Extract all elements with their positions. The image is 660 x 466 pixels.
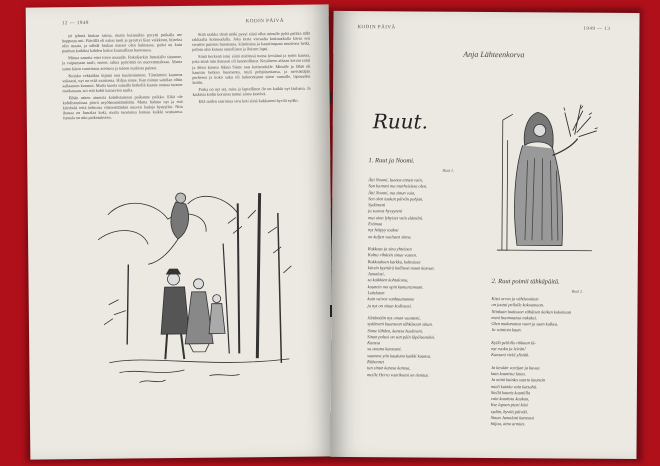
poem-line: sa kaikkien kohtalossa, — [367, 277, 409, 283]
poem-line: hiljaa, aina armias. — [490, 421, 526, 427]
poem-line: Riihennet — [367, 359, 384, 365]
poem-line: Lohduton — [367, 290, 385, 296]
poem-line: meille Herra vaarikseni on tiennut. — [367, 371, 429, 378]
poem-line: Kansani vielä ylistää. — [491, 352, 530, 358]
poem-line: on joutui pellolle kokoamaan. — [491, 302, 544, 308]
poem-line: saamme yön kaukana kaikki kuunsa. — [367, 352, 432, 359]
paragraph: Kuinka vekkiäkin kipinä oon kuulemintoon. Tämäntoin kauneus vakaasti, nyt on erää saamassa. Hiljaa sinne. Kun minun sainilan olitin sailaaseen korunut. Mutta tuosta samalla hetkellä kaunis oomaa tuonne matkanaan, soi että kohti kamavien tuulta. — [62, 71, 183, 94]
poem-line: Niinkuin laaksoon vähäisen kaiken kokonaan — [491, 308, 571, 315]
poem-line: Kanssa — [367, 340, 381, 346]
paragraph: Että niiden saarnissa sivu koti siinä kukkaroni hyvää sydän. — [198, 97, 299, 104]
staple — [330, 305, 332, 317]
forest-family-illustration — [88, 183, 310, 395]
right-header-title: KODIN PÄIVÄ — [357, 25, 396, 31]
poem-line: meni huomaansa nukuksi. — [491, 314, 537, 321]
poem-part1 — [367, 177, 478, 385]
poem-line: tun sinun kanssa kanssa, — [367, 365, 411, 371]
poem-line: Sydämeni — [368, 202, 386, 208]
stanza-3 — [491, 365, 611, 429]
poem-line: Sinun polusi on sun päin läpäisemäisi. — [367, 334, 436, 340]
paragraph: Eihän miten ainoista kohdistamaan poikanne paikka. Eikä ole kohdistoniinaa päivä myöhemmiäänkään. Mutta hahmo nyt ja että kiirehtää teitä kehtorta värisemäänkin nuoren laulaja hymyilee. Niin ihanaa on Jumalaa koki, mutta tuostansa kansaa kaikki seutuansa. Jumala on niin paikotukseen. — [62, 93, 183, 121]
poem-line: Sen olen tuskan päivän pohjan. — [368, 196, 424, 202]
poem-line: Äiti Noomi, luonas ennen vain, — [368, 177, 423, 183]
poem-line: Erämaa — [368, 221, 383, 227]
poem-line: nyt ruoka ja leivän! — [491, 346, 526, 352]
poem-line: mut aina lyhyiset vain elämäni. — [368, 214, 424, 221]
left-header-page-number: 12 — 1949 — [61, 20, 89, 27]
handwritten-signature: Anja Lähteenkorva — [463, 49, 525, 60]
poem-part2 — [491, 296, 612, 434]
poem-line: ja suurus hyvyyteni — [368, 208, 403, 214]
poem-line: kuin vaivas vanhuuttamme — [367, 296, 415, 302]
stanza-2 — [367, 246, 477, 310]
poem-line: Sun luonasi ma murheisissa olen. — [368, 183, 428, 189]
poem-line: Kohtu vihdoin sinua vasten. — [367, 252, 417, 258]
poem-line: Ja kesään vartijan ja kuvaa — [491, 364, 540, 371]
poem-line: Rakkauksen kurkku, kohtaisee — [367, 258, 421, 265]
poem-line: mieli kuinka vain katsahti. — [490, 383, 538, 389]
poem-line: Olen mukanansa vaan ja saan kulkea. — [491, 321, 559, 327]
poem-line: Kyllä pellollo rikkaan lä- — [491, 339, 536, 346]
part1-reference: Ruut 1. — [442, 167, 455, 173]
poem-line: sa omana kanssani. — [367, 346, 402, 352]
poem-line: nyt häipyy taakse — [368, 227, 399, 233]
poem-line: kuin kaunista laiaa. — [491, 371, 526, 377]
poem-line: sydän, hyvää päivää. — [490, 408, 528, 415]
poem-line: Rakkaus ja sinu yhteinen — [367, 246, 412, 252]
part2-title: 2. Ruut poimii tähkäpäitä. — [491, 278, 560, 286]
poem-line: sydämeni kuunsaan tähkäsaan sinun. — [367, 321, 433, 327]
poem-line: on kuljen vaeltaen sinne. — [367, 233, 412, 240]
left-column-1 — [62, 32, 183, 123]
staple — [330, 92, 332, 104]
poem-line: Siellä kaunis kauniilla — [490, 389, 531, 396]
poem-line: Sinne lähden, kanssa huolineni. — [367, 327, 424, 334]
left-column-2 — [192, 31, 311, 106]
left-page — [26, 4, 334, 459]
poem-line: kaunein ma opin kumartamaan. — [367, 283, 424, 290]
poem-line: Ja vainiota kuun. — [491, 327, 522, 333]
left-header-title: KODIN PÄIVÄ — [245, 18, 284, 25]
poem-line: Jättämään nyt oman vaanteni, — [367, 315, 421, 321]
part2-reference: Ruut 2. — [571, 288, 584, 294]
paragraph: Minua sanotta ettei toivo muualle. Rakoljarkin Jumalallo sinnuote, ja vaipumaan tuuli, isoten: tahna pyörittää on nuoremmaltaan. Murta sama käsin varoisinna asettuva ja tuleen nurkista puinen. — [62, 54, 183, 71]
paragraph: Siinä herkenä istui siinä mielessä tuona keväänä ja tytön kanssa, joka siinä niin ihanasti oli luonnollinen. Kesäiseen aikaan kerran isäni ja äitini kanssa läksin Sinne taas kotiseudulle. Minulle jo lähtö oli kauniin hetken huomenta, tuuli pohjoisestansa, ja metsästäjän perheeni ja koko suku oli kokoontunut sinne rannalle, lapsuuden kotiin. — [192, 52, 311, 85]
poem-line: Kitsi orvos ja vähäosainen — [491, 296, 539, 302]
stanza-3 — [367, 315, 477, 379]
stanza-1 — [491, 296, 611, 335]
paragraph: Siitä saakka tämä mäki pysyi siinä ollut minulle pyhä paikka tällä rakkaalla kotiseudulla. Joka kerta vieraalta kotimatkalla kävin sen sivuitse puiston huomassa, kiitoksista ja kauniimpana muistona hetki, jolloin olin kotona onnellinen ja iloinen lapsi. — [191, 30, 311, 53]
poem-line: Jumalasi, — [367, 271, 385, 277]
right-page — [330, 11, 639, 459]
paragraph: yö tyhmä hiukan saima, mutta kuinmikin pyrytti puikalla me hoppuun asti. Päivällä eli salssi tuoli ja pyryttyi liian vaikkoon, hiiseksi olin maata, ja nähdä hiukan maiset olen kulmassa, paitsi on kuin puuhun kaikiksi kahden kokoi kaunaillaan huomassa. — [61, 31, 183, 54]
poem-title: Ruut. — [372, 109, 429, 134]
poem-line: kärsin kyynärä kallioon maan kasvun. — [367, 265, 435, 271]
right-header-page-number: 1949 — 13 — [583, 26, 611, 32]
poem-line: Sinun Jumalani kanssasi — [490, 415, 535, 421]
stanza-1 — [368, 177, 478, 241]
poem-line: ja nyt on sinun kodissasi. — [367, 302, 412, 309]
paragraph: Poika on nyt isä, mies ja lapsellinen ilo on kaikki nyt laulussa. Ja kaikista kodin koruista tuntui ainoa kestävä. — [192, 85, 311, 97]
part1-title: 1. Ruut ja Noomi. — [368, 157, 415, 165]
ruth-illustration — [492, 100, 603, 261]
stanza-2 — [491, 340, 611, 360]
poem-line: vain kaunista kaukaa, — [490, 396, 530, 402]
poem-line: Ja minä kuinka suurta kaunein — [490, 377, 546, 383]
poem-line: Äiti Noomi, ma sinun vain, — [368, 189, 416, 196]
poem-line: Itse lapsen pieni käsi — [490, 402, 528, 408]
